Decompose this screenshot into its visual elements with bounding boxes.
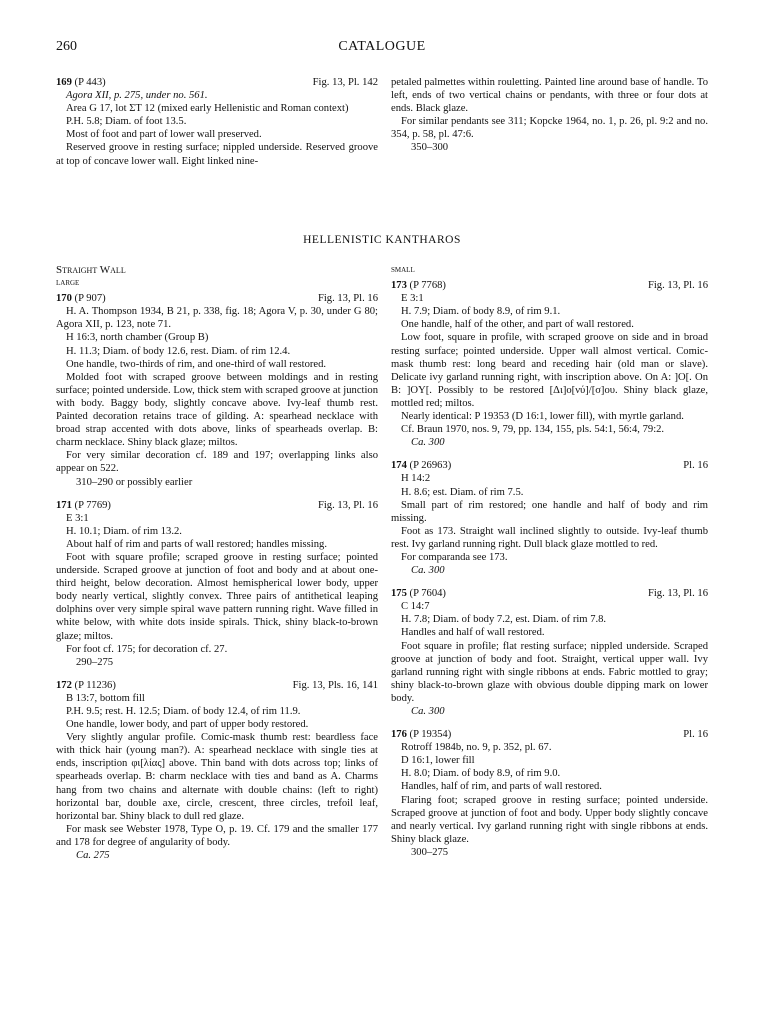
comparanda: Cf. Braun 1970, nos. 9, 79, pp. 134, 155, pls. 54:1, 56:4, 79:2. xyxy=(401,424,665,436)
date: 310–290 or possibly earlier xyxy=(76,476,193,488)
comparanda: For similar pendants see 311; Kopcke 1964, no. 1, p. 26, pl. 9:2 and no. 354, p. 58, pl. 47:6. xyxy=(391,116,708,141)
figure-reference: Pl. 16 xyxy=(683,729,708,741)
inventory-number: (P 19354) xyxy=(409,729,452,741)
description: Foot as 173. Straight wall inclined slightly to outside. Ivy-leaf thumb rest. Ivy garland running right. Dull black glaze mottled to red. xyxy=(391,525,708,550)
entry-continuation xyxy=(391,76,708,155)
context: D 16:1, lower fill xyxy=(401,755,475,767)
running-head: CATALOGUE xyxy=(338,39,426,54)
left-column xyxy=(56,264,378,872)
entry-heading xyxy=(391,279,708,292)
inventory-number: (P 7768) xyxy=(409,280,446,292)
figure-reference: Fig. 13, Pls. 16, 141 xyxy=(292,679,378,691)
entry-heading xyxy=(56,76,378,89)
bibliography: Agora XII, p. 275, under no. 561. xyxy=(66,90,208,102)
dimensions: H. 10.1; Diam. of rim 13.2. xyxy=(66,525,182,537)
condition: One handle, lower body, and part of upper body restored. xyxy=(66,719,309,731)
bibliography: Rotroff 1984b, no. 9, p. 352, pl. 67. xyxy=(401,742,552,754)
entry-heading xyxy=(56,679,378,692)
condition: One handle, two-thirds of rim, and one-third of wall restored. xyxy=(66,358,327,370)
comparanda: For very similar decoration cf. 189 and 197; overlapping links also appear on 522. xyxy=(56,450,378,475)
catalogue-number: 169 xyxy=(56,77,72,88)
entry-176 xyxy=(391,728,708,859)
date: Ca. 300 xyxy=(411,565,445,577)
dimensions: H. 8.6; est. Diam. of rim 7.5. xyxy=(401,486,524,498)
date: Ca. 300 xyxy=(411,437,445,449)
context: C 14:7 xyxy=(401,601,430,613)
figure-reference: Fig. 13, Pl. 16 xyxy=(317,293,378,305)
entry-171 xyxy=(56,499,378,669)
entry-heading xyxy=(391,728,708,741)
condition: Handles and half of wall restored. xyxy=(401,627,545,639)
entry-heading xyxy=(56,292,378,305)
size-label-small: small xyxy=(391,265,415,275)
parallel: Nearly identical: P 19353 (D 16:1, lower fill), with myrtle garland. xyxy=(401,411,684,423)
inventory-number: (P 7604) xyxy=(409,588,446,600)
inventory-number: (P 7769) xyxy=(74,499,111,511)
bibliography: H. A. Thompson 1934, B 21, p. 338, fig. 18; Agora V, p. 30, under G 80; Agora XII, p. 123, note 71. xyxy=(56,306,378,331)
figure-reference: Fig. 13, Pl. 16 xyxy=(647,280,708,292)
description: Molded foot with scraped groove between moldings and in resting surface; pointed underside. Low, thick stem with scraped groove at junction with body. Baggy body, slightly concave above. Ivy-leaf thumb rest. Painted decoration retains trace of gilding. A: spearhead necklace with broad strap accented with dots above, links of spearheads overlap. B: charm necklace. Shiny black glaze; miltos. xyxy=(56,371,378,449)
entry-172 xyxy=(56,679,378,862)
dimensions: H. 7.9; Diam. of body 8.9, of rim 9.1. xyxy=(401,306,561,318)
right-column xyxy=(391,264,708,869)
entry-173 xyxy=(391,279,708,449)
description: Very slightly angular profile. Comic-mask thumb rest: beardless face with thick hair (young man?). A: spearhead necklace with single ties at ends, inscription φι[λίας] above. Thin band with dots across top; links of spearheads overlap. B: charm necklace with ties and band as A. Charms hang from two chains and alternate with double chains: (left to right) horizontal bar, double axe, circle, crescent, three circles, trefoil leaf, horizontal bar. Shiny black to dull red glaze. xyxy=(56,732,378,822)
condition: Small part of rim restored; one handle and half of body and rim missing. xyxy=(391,499,708,524)
description: Flaring foot; scraped groove in resting surface; pointed underside. Scraped groove at junction of foot and body. Upper body slightly concave and nearly vertical. Ivy garland running right with single ribbons at ends. Shiny black glaze. xyxy=(391,794,708,845)
dimensions: H. 8.0; Diam. of body 8.9, of rim 9.0. xyxy=(401,768,561,780)
entry-heading xyxy=(56,499,378,512)
size-label-large: large xyxy=(56,278,80,289)
date: 300–275 xyxy=(411,846,449,858)
page-header xyxy=(56,40,708,56)
description: Reserved groove in resting surface; nippled underside. Reserved groove at top of concave lower wall. Eight linked nine- xyxy=(56,142,378,167)
catalogue-number: 172 xyxy=(56,679,72,691)
date: 350–300 xyxy=(411,142,449,154)
description: Foot square in profile; flat resting surface; nippled underside. Scraped groove at junction of body and foot. Straight, vertical upper wall. Ivy garland running right with single ribbons at ends. Fabric mottled to gray; shiny black-to-brown glaze with obvious double dipping mark on lower body. xyxy=(391,640,708,704)
entry-174 xyxy=(391,459,708,577)
catalogue-number: 173 xyxy=(391,280,407,292)
inventory-number: (P 11236) xyxy=(74,679,116,691)
context: E 3:1 xyxy=(401,293,424,305)
section-title: HELLENISTIC KANTHAROS xyxy=(303,234,461,246)
catalogue-number: 175 xyxy=(391,588,407,600)
entry-175 xyxy=(391,587,708,718)
catalogue-number: 170 xyxy=(56,293,72,305)
catalogue-number: 174 xyxy=(391,460,407,472)
catalogue-number: 171 xyxy=(56,499,72,511)
date: 290–275 xyxy=(76,656,114,668)
inventory-number: (P 26963) xyxy=(409,460,452,472)
description: Foot with square profile; scraped groove in resting surface; pointed underside. Scraped groove at junction of foot and body and at about one-third height, below decoration. Almost hemispherical lower body, upper body nearly vertical, slightly convex. Three pairs of antithetical leaping dolphins over very simple spiral wave pattern running right. Wave filled in white below, with white dots inside spirals. Thick, shiny black-to-brown glaze; miltos. xyxy=(56,551,378,642)
figure-reference: Fig. 13, Pl. 16 xyxy=(647,588,708,600)
subsection-title: Straight Wall xyxy=(56,264,126,276)
comparanda: For mask see Webster 1978, Type O, p. 19. Cf. 179 and the smaller 177 and 178 for degree of angularity of body. xyxy=(56,823,378,848)
condition: Most of foot and part of lower wall preserved. xyxy=(66,129,262,141)
inventory-number: (P 443) xyxy=(74,77,106,88)
inventory-number: (P 907) xyxy=(74,293,106,305)
page-number: 260 xyxy=(56,39,77,54)
dimensions: H. 11.3; Diam. of body 12.6, rest. Diam. of rim 12.4. xyxy=(66,345,291,357)
dimensions: H. 7.8; Diam. of body 7.2, est. Diam. of rim 7.8. xyxy=(401,614,607,626)
figure-reference: Fig. 13, Pl. 142 xyxy=(312,77,378,88)
entry-170 xyxy=(56,292,378,488)
entry-heading xyxy=(391,587,708,600)
comparanda: For foot cf. 175; for decoration cf. 27. xyxy=(66,643,228,655)
figure-reference: Pl. 16 xyxy=(683,460,708,472)
condition: About half of rim and parts of wall restored; handles missing. xyxy=(66,538,327,550)
context: E 3:1 xyxy=(66,512,89,524)
condition: Handles, half of rim, and parts of wall restored. xyxy=(401,781,602,793)
entry-heading xyxy=(391,459,708,472)
dimensions: P.H. 5.8; Diam. of foot 13.5. xyxy=(66,116,187,128)
description-continued: petaled palmettes within rouletting. Painted line around base of handle. To left, ends of two vertical chains or pendants, with three or four dots at ends. Black glaze. xyxy=(391,77,708,115)
context: Area G 17, lot ΣΤ 12 (mixed early Hellenistic and Roman context) xyxy=(66,103,349,115)
description: Low foot, square in profile, with scraped groove on side and in broad resting surface; pointed underside. Upper wall almost vertical. Comic-mask thumb rest: long beard and receding hair (old man or slave). Delicate ivy garland running right, with inscription above. On A: ]O[. On B: ]OΥ[. Possibly to be restored [Δι]o[νύ]/[σ]ου. Shiny black glaze, mottled red; miltos. xyxy=(391,332,708,409)
context: B 13:7, bottom fill xyxy=(66,692,145,704)
context: H 14:2 xyxy=(401,473,431,485)
comparanda: For comparanda see 173. xyxy=(401,551,508,563)
entry-169 xyxy=(56,76,378,168)
dimensions: P.H. 9.5; rest. H. 12.5; Diam. of body 12.4, of rim 11.9. xyxy=(66,706,301,717)
catalogue-number: 176 xyxy=(391,729,407,741)
figure-reference: Fig. 13, Pl. 16 xyxy=(317,499,378,511)
date: Ca. 275 xyxy=(76,850,110,862)
context: H 16:3, north chamber (Group B) xyxy=(66,332,209,344)
date: Ca. 300 xyxy=(411,706,445,717)
condition: One handle, half of the other, and part of wall restored. xyxy=(401,319,634,331)
